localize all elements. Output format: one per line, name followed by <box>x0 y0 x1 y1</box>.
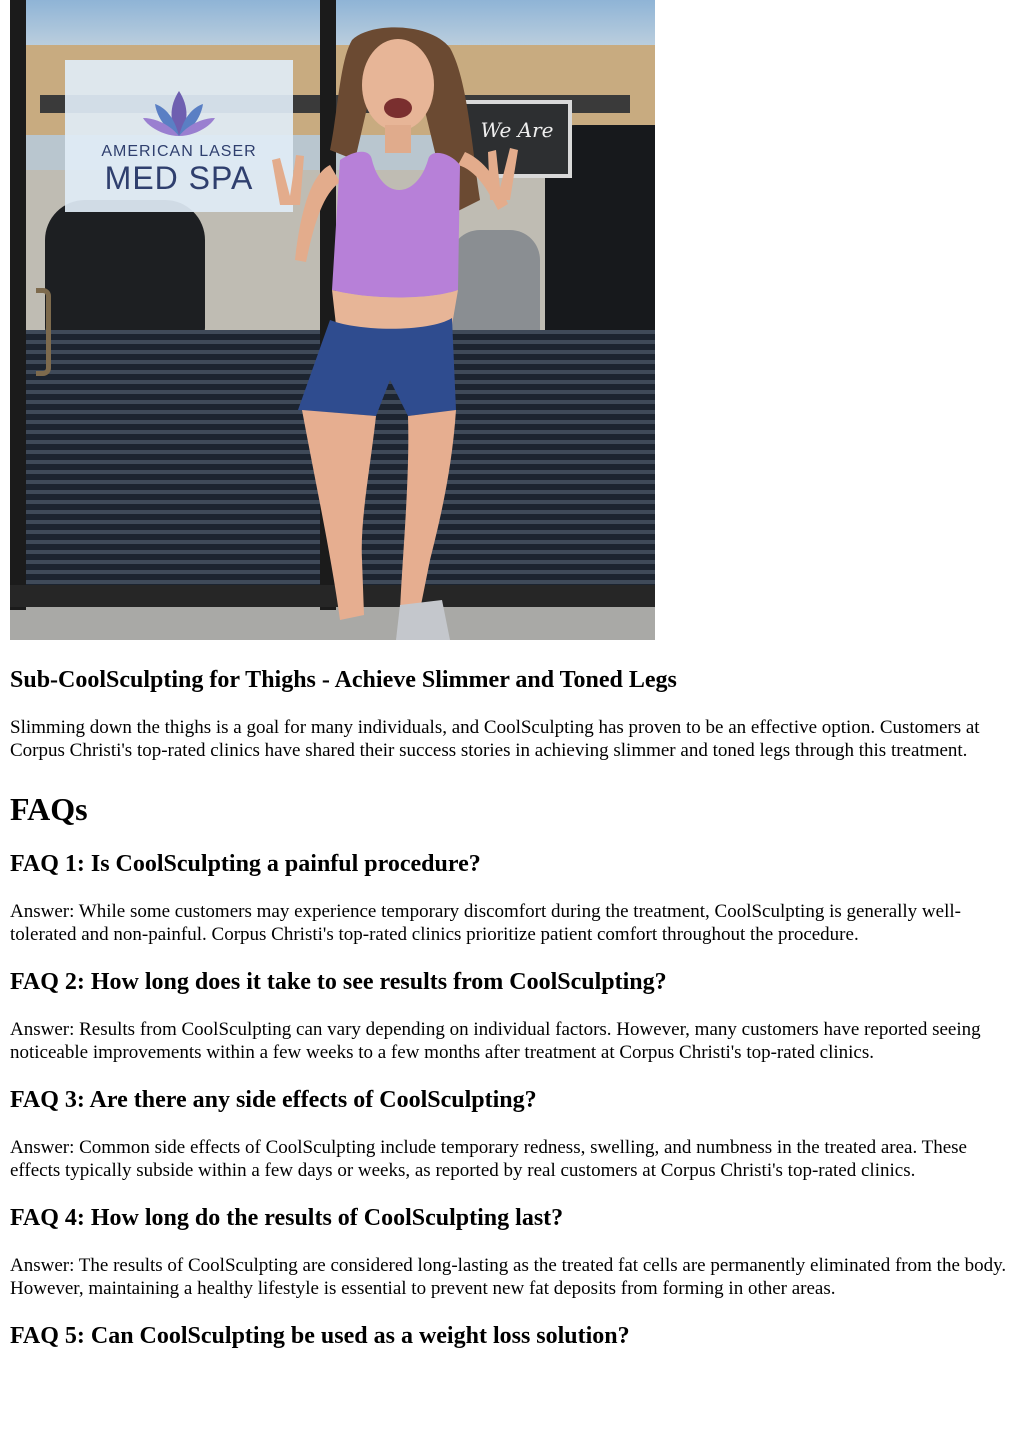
hero-photo <box>10 0 655 640</box>
faqs-heading: FAQs <box>10 791 88 827</box>
woman-figure <box>10 0 655 640</box>
faq-answer: Answer: Common side effects of CoolSculpting include temporary redness, swelling, and numbness in the treated area. These effects typically subside within a few days or weeks, as reported by real customers at Corpus Christi's top-rated clinics. <box>10 1137 967 1181</box>
faq-answer: Answer: While some customers may experience temporary discomfort during the treatment, CoolSculpting is generally well-tolerated and non-painful. Corpus Christi's top-rated clinics prioritize patient comfort throughout the procedure. <box>10 901 961 945</box>
faq-question: FAQ 4: How long do the results of CoolSculpting last? <box>10 1205 564 1231</box>
faq-question: FAQ 5: Can CoolSculpting be used as a weight loss solution? <box>10 1323 630 1349</box>
sign-line-2: MED SPA <box>104 160 254 196</box>
faq-answer: Answer: Results from CoolSculpting can vary depending on individual factors. However, many customers have reported seeing noticeable improvements within a few weeks to a few months after treatment at Corpus Christi's top-rated clinics. <box>10 1019 981 1063</box>
article-subheading: Sub-CoolSculpting for Thighs - Achieve Slimmer and Toned Legs <box>10 667 677 693</box>
article-intro: Slimming down the thighs is a goal for many individuals, and CoolSculpting has proven to be an effective option. Customers at Corpus Christi's top-rated clinics have shared their success stories in achieving slimmer and toned legs through this treatment. <box>10 717 980 761</box>
faq-question: FAQ 2: How long does it take to see results from CoolSculpting? <box>10 969 667 995</box>
sign-line-1: AMERICAN LASER <box>101 143 257 160</box>
faq-question: FAQ 3: Are there any side effects of CoolSculpting? <box>10 1087 537 1113</box>
faq-answer: Answer: The results of CoolSculpting are considered long-lasting as the treated fat cells are permanently eliminated from the body. However, maintaining a healthy lifestyle is essential to prevent new fat deposits from forming in other areas. <box>10 1255 1007 1299</box>
window-chalkboard: We Are <box>462 100 572 178</box>
faq-question: FAQ 1: Is CoolSculpting a painful procedure? <box>10 851 481 877</box>
